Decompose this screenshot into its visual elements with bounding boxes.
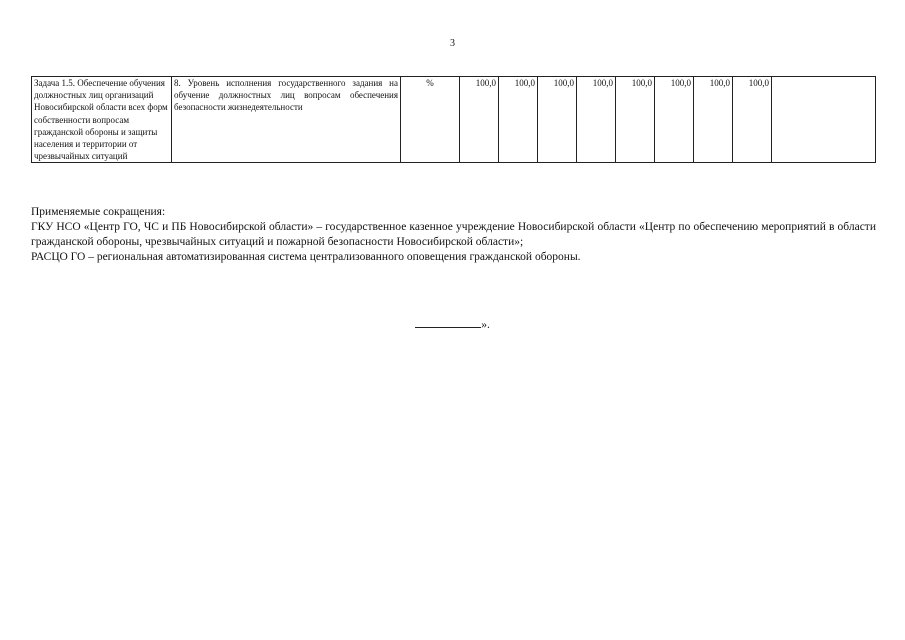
closing-mark	[0, 317, 905, 331]
signature-line	[415, 317, 481, 328]
page-number: 3	[450, 38, 455, 49]
unit-cell: %	[401, 77, 460, 163]
abbreviation-item: ГКУ НСО «Центр ГО, ЧС и ПБ Новосибирской области» – государственное казенное учреждение Новосибирской области «Центр по обеспечению мероприятий в области гражданской обороны, чрезвычайных ситуаций и пожарной безопасности Новосибирской области»;	[31, 221, 876, 248]
empty-cell	[772, 77, 876, 163]
value-cell: 100,0	[577, 77, 616, 163]
closing-quote: ».	[481, 319, 490, 331]
abbreviation-item: РАСЦО ГО – региональная автоматизированная система централизованного оповещения гражданской обороны.	[31, 251, 581, 263]
value-cell: 100,0	[538, 77, 577, 163]
value-cell: 100,0	[655, 77, 694, 163]
value-cell: 100,0	[616, 77, 655, 163]
indicators-table	[31, 76, 876, 163]
value-cell: 100,0	[694, 77, 733, 163]
indicator-cell: 8. Уровень исполнения государственного задания на обучение должностных лиц вопросам обеспечения безопасности жизнедеятельности	[172, 77, 401, 163]
value-cell: 100,0	[460, 77, 499, 163]
table-row	[32, 77, 876, 163]
abbreviations-heading: Применяемые сокращения:	[31, 206, 166, 218]
task-cell: Задача 1.5. Обеспечение обучения должностных лиц организаций Новосибирской области всех форм собственности вопросам гражданской обороны и защиты населения и территории от чрезвычайных ситуаций	[32, 77, 172, 163]
value-cell: 100,0	[733, 77, 772, 163]
value-cell: 100,0	[499, 77, 538, 163]
abbreviations-section	[31, 205, 876, 265]
